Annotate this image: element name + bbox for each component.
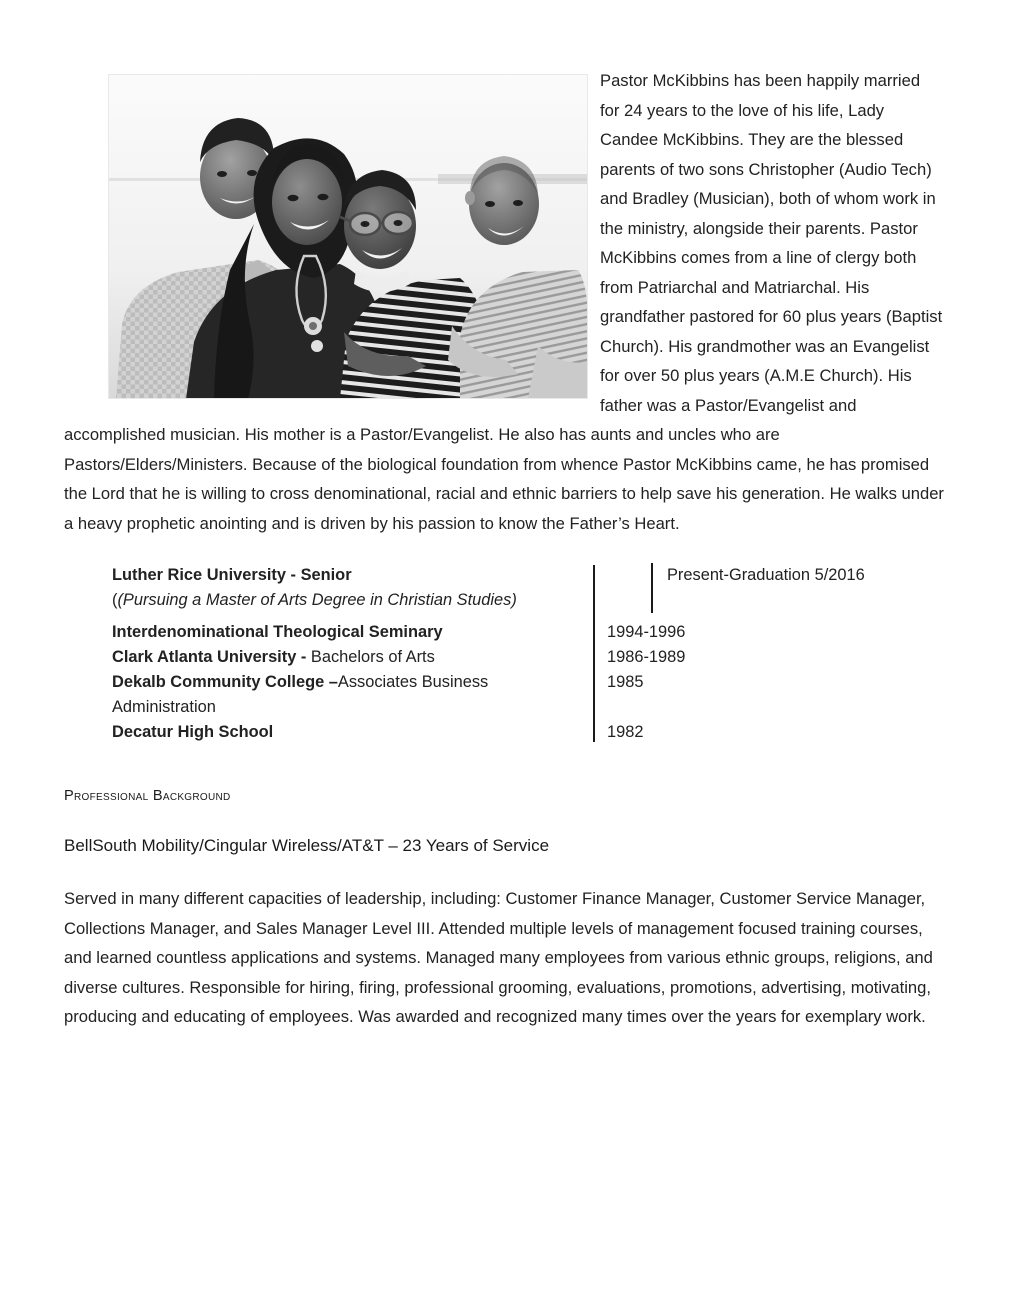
education-remaining-schools [112, 620, 592, 745]
professional-paragraph: Served in many different capacities of leadership, including: Customer Finance Manager, Customer Service Manager, Collections Manager, and Sales Manager Level III. Attended multiple levels of management focused training courses, and learned countless applications and systems. Managed many employees from various ethnic groups, religions, and diverse cultures. Responsible for hiring, firing, professional grooming, evaluations, promotions, advertising, motivating, producing and educating of employees. Was awarded and recognized many times over the years for exemplary work. [64, 889, 933, 1027]
education-line [112, 670, 592, 720]
table-row [64, 563, 944, 613]
education-note: (Pursuing a Master of Arts Degree in Christian Studies) [117, 590, 517, 609]
education-dates: 1985 [607, 673, 644, 691]
education-line [112, 645, 592, 670]
education-detail: Bachelors of Arts [310, 648, 435, 666]
education-dates: 1986-1989 [607, 648, 686, 666]
education-dates: Present-Graduation 5/2016 [667, 566, 865, 584]
education-school-name: Decatur High School [112, 723, 274, 741]
education-line [112, 563, 641, 588]
education-dates-blank [607, 695, 907, 720]
education-school-name: Luther Rice University [112, 566, 286, 584]
education-detail: Senior [300, 566, 352, 584]
section-heading-professional-background: Professional Background [64, 788, 231, 804]
education-dates-cell [652, 563, 944, 613]
education-table-divider [593, 565, 595, 742]
education-school-cell [64, 563, 652, 613]
education-dates: 1994-1996 [607, 623, 686, 641]
education-note-line [112, 588, 641, 613]
education-note-open: ( [112, 590, 118, 609]
biography-paragraph: Pastor McKibbins has been happily married for 24 years to the love of his life, Lady Candee McKibbins. They are the blessed parents of two sons Christopher (Audio Tech) and Bradley (Musician), both of whom work in the ministry, alongside their parents. Pastor McKibbins comes from a line of clergy both from Patriarchal and Matriarchal. His grandfather pastored for 60 plus years (Baptist Church). His grandmother was an Evangelist for over 50 plus years (A.M.E Church). His father was a Pastor/Evangelist and accomplished musician. His mother is a Pastor/Evangelist. He also has aunts and uncles who are Pastors/Elders/Ministers. Because of the biological foundation from whence Pastor McKibbins came, he has promised the Lord that he is willing to cross denominational, racial and ethnic barriers to help save his generation. He walks under a heavy prophetic anointing and is driven by his passion to know the Father’s Heart. [64, 71, 944, 533]
education-line [112, 720, 592, 745]
education-school-name: Clark Atlanta University [112, 648, 297, 666]
education-detail: Associates Business Administration [112, 673, 489, 716]
education-table [64, 563, 944, 613]
education-separator: - [296, 648, 311, 666]
education-dates: 1982 [607, 723, 644, 741]
education-separator: - [285, 566, 301, 584]
education-school-name: Dekalb Community College [112, 673, 325, 691]
education-remaining-dates [607, 620, 907, 745]
biography-block [64, 66, 944, 539]
education-school-name: Interdenominational Theological Seminary [112, 623, 443, 641]
education-line [112, 620, 592, 645]
family-photograph [108, 74, 588, 399]
employer-heading: BellSouth Mobility/Cingular Wireless/AT&T – 23 Years of Service [64, 836, 550, 855]
education-separator: – [324, 673, 338, 691]
